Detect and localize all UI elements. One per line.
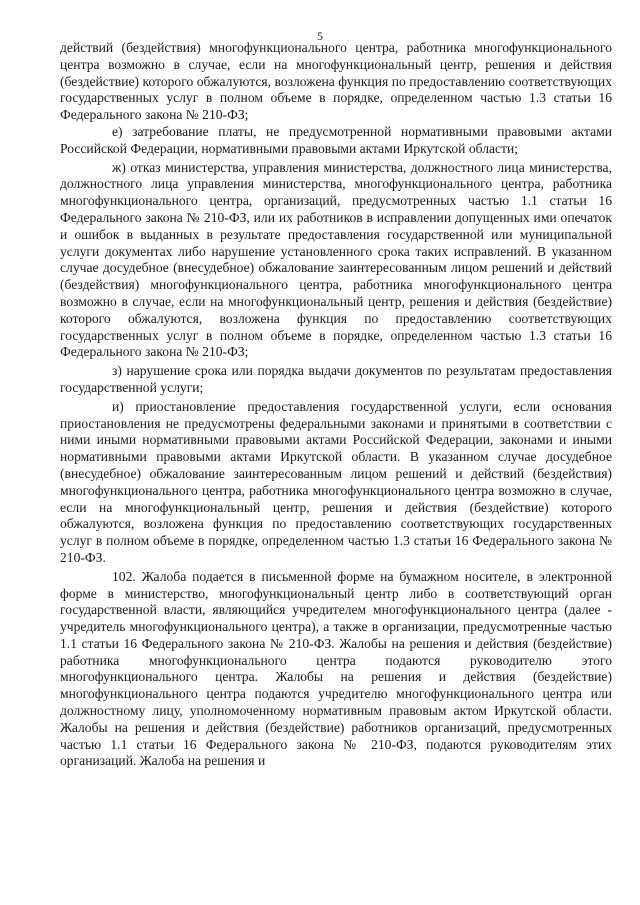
paragraph-continuation: действий (бездействия) многофункционального центра, работника многофункционального центра возможно в случае, если на многофункциональный центр, решения и действия (бездействие) которого обжалуются, возложена функция по предоставлению соответствующих государственных услуг в полном объеме в порядке, определенном частью 1.3 статьи 16 Федерального закона № 210-ФЗ; bbox=[60, 40, 612, 123]
paragraph-item-i: и) приостановление предоставления государственной услуги, если основания приостановления не предусмотрены федеральными законами и принятыми в соответствии с ними иными нормативными правовыми актами Российской Федерации, законами и иными нормативными правовыми актами Иркутской области. В указанном случае досудебное (внесудебное) обжалование заинтересованным лицом решений и действий (бездействия) многофункционального центра, работника многофункционального центра возможно в случае, если на многофункциональный центр, решения и действия (бездействие) которого обжалуются, возложена функция по предоставлению соответствующих государственных услуг в полном объеме в порядке, определенном частью 1.3 статьи 16 Федерального закона № 210-ФЗ. bbox=[60, 398, 612, 565]
paragraph-item-z: з) нарушение срока или порядка выдачи документов по результатам предоставления государственной услуги; bbox=[60, 363, 612, 395]
paragraph-102: 102. Жалоба подается в письменной форме на бумажном носителе, в электронной форме в министерство, многофункциональный центр либо в соответствующий орган государственной власти, являющийся учредителем многофункционального центра (далее - учредитель многофункционального центра), а также в организации, предусмотренные частью 1.1 статьи 16 Федерального закона № 210-ФЗ. Жалобы на решения и действия (бездействие) работника многофункционального центра подаются руководителю этого многофункционального центра. Жалобы на решения и действия (бездействие) многофункционального центра подаются учредителю многофункционального центра или должностному лицу, уполномоченному нормативным правовым актом Иркутской области. Жалобы на решения и действия (бездействие) работников организаций, предусмотренных частью 1.1 статьи 16 Федерального закона № 210-ФЗ, подаются руководителям этих организаций. Жалоба на решения и bbox=[60, 568, 612, 769]
paragraph-item-zh: ж) отказ министерства, управления министерства, должностного лица министерства, должностного лица управления министерства, многофункционального центра, работника многофункционального центра, организаций, предусмотренных частью 1.1 статьи 16 Федерального закона № 210-ФЗ, или их работников в исправлении допущенных ими опечаток и ошибок в выданных в результате предоставления государственной или муниципальной услуги документах либо нарушение установленного срока таких исправлений. В указанном случае досудебное (внесудебное) обжалование заинтересованным лицом решений и действий (бездействия) многофункционального центра, работника многофункционального центра возможно в случае, если на многофункциональный центр, решения и действия (бездействие) которого обжалуются, возложена функция по предоставлению соответствующих государственных услуг в полном объеме в порядке, определенном частью 1.3 статьи 16 Федерального закона № 210-ФЗ; bbox=[60, 159, 612, 360]
paragraph-item-e: е) затребование платы, не предусмотренной нормативными правовыми актами Российской Федерации, нормативными правовыми актами Иркутской области; bbox=[60, 123, 612, 156]
page-number: 5 bbox=[317, 29, 323, 43]
document-body bbox=[60, 40, 612, 770]
